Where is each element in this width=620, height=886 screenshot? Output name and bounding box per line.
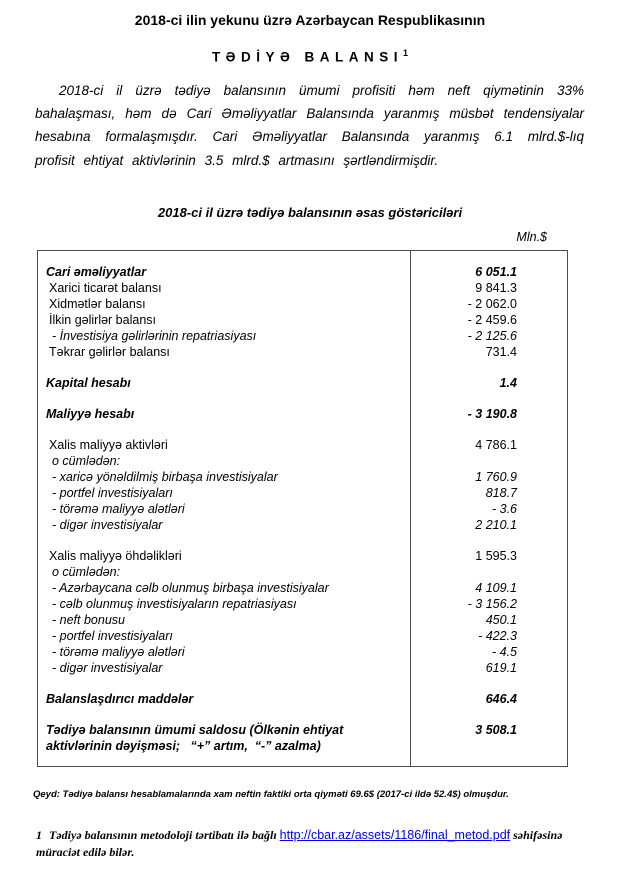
page-title-line1: 2018-ci ilin yekunu üzrə Azərbaycan Respublikasının: [134, 12, 486, 28]
table-row: [38, 676, 568, 691]
row-value: 1.4: [499, 375, 517, 390]
row-value: 450.1: [485, 612, 517, 627]
table-row: [38, 296, 568, 312]
row-label: Kapital hesabı: [38, 375, 411, 391]
footnote-marker: 1: [36, 827, 42, 842]
row-label: o cümlədən:: [38, 453, 411, 469]
table-row: [38, 280, 568, 296]
row-value: 818.7: [485, 485, 517, 500]
row-value: 1 760.9: [475, 469, 517, 484]
row-label: Xarici ticarət balansı: [38, 280, 411, 296]
row-value: - 3.6: [491, 501, 517, 516]
table-row: [38, 533, 568, 548]
row-value: - 2 459.6: [467, 312, 517, 327]
table-row: [38, 453, 568, 469]
row-value: [411, 564, 568, 580]
table-row: [38, 375, 568, 391]
table-title: 2018-ci il üzrə tədiyə balansının əsas göstəriciləri: [157, 204, 463, 220]
table-row: [38, 722, 568, 767]
row-value: [411, 422, 568, 437]
row-value: 731.4: [485, 344, 517, 359]
table-row: [38, 628, 568, 644]
row-value: 2 210.1: [475, 517, 517, 532]
row-value: 9 841.3: [475, 280, 517, 295]
row-label: Xalis maliyyə aktivləri: [38, 437, 411, 453]
table-row: [38, 691, 568, 707]
table-row: [38, 328, 568, 344]
page-title-line2: [0, 48, 620, 65]
table-row: [38, 344, 568, 360]
row-value: - 3 190.8: [467, 406, 517, 421]
row-label: [38, 422, 411, 437]
row-label: [38, 533, 411, 548]
table-row: [38, 406, 568, 422]
row-label: - neft bonusu: [38, 612, 411, 628]
footnote: [36, 827, 590, 861]
table-row: [38, 517, 568, 533]
row-label: Tədiyə balansının ümumi saldosu (Ölkənin ehtiyat aktivlərinin dəyişməsi; “+” artım, “-” azalma): [38, 722, 411, 767]
row-label: - portfel investisiyaları: [38, 485, 411, 501]
table-row: [38, 250, 568, 280]
row-label: Təkrar gəlirlər balansı: [38, 344, 411, 360]
row-label: Maliyyə hesabı: [38, 406, 411, 422]
indicators-table: [37, 250, 568, 767]
row-value: [411, 533, 568, 548]
qeyd-note: Qeyd: Tədiyə balansı hesablamalarında xam neftin faktiki orta qiyməti 69.6$ (2017-ci ildə 52.4$) olmuşdur.: [33, 788, 509, 800]
row-label: - digər investisiyalar: [38, 660, 411, 676]
table-row: [38, 596, 568, 612]
table-row: [38, 422, 568, 437]
footnote-reference: 1: [403, 48, 409, 58]
row-label: - cəlb olunmuş investisiyaların repatriasiyası: [38, 596, 411, 612]
row-label: [38, 707, 411, 722]
row-label: [38, 360, 411, 375]
footnote-text-after-link: səhifəsinə müraciət edilə bilər.: [36, 827, 563, 859]
row-value: [411, 453, 568, 469]
row-value: - 4.5: [491, 644, 517, 659]
table-row: [38, 485, 568, 501]
row-label: Cari əməliyyatlar: [38, 250, 411, 280]
row-label: Xalis maliyyə öhdəlikləri: [38, 548, 411, 564]
document-page: [0, 12, 620, 861]
row-label: [38, 676, 411, 691]
unit-label: Mln.$: [516, 229, 547, 244]
row-value: - 422.3: [478, 628, 517, 643]
row-value: [411, 676, 568, 691]
row-label: [38, 391, 411, 406]
table-row: [38, 360, 568, 375]
table-row: [38, 707, 568, 722]
row-value: 3 508.1: [475, 722, 517, 737]
row-value: [411, 391, 568, 406]
row-value: [411, 707, 568, 722]
table-row: [38, 391, 568, 406]
row-value: 6 051.1: [475, 264, 517, 279]
table-row: [38, 469, 568, 485]
table-row: [38, 437, 568, 453]
row-label: - Azərbaycana cəlb olunmuş birbaşa investisiyalar: [38, 580, 411, 596]
table-row: [38, 660, 568, 676]
row-value: - 2 062.0: [467, 296, 517, 311]
row-value: 619.1: [485, 660, 517, 675]
row-label: - törəmə maliyyə alətləri: [38, 644, 411, 660]
footnote-link[interactable]: http://cbar.az/assets/1186/final_metod.pdf: [279, 827, 511, 842]
row-value: - 3 156.2: [467, 596, 517, 611]
row-label: Balanslaşdırıcı maddələr: [38, 691, 411, 707]
table-row: [38, 501, 568, 517]
row-value: 4 786.1: [475, 437, 517, 452]
table-row: [38, 612, 568, 628]
row-label: - İnvestisiya gəlirlərinin repatriasiyası: [38, 328, 411, 344]
footnote-text-before-link: Tədiyə balansının metodoloji tərtibatı ilə bağlı: [49, 827, 277, 842]
row-value: 646.4: [485, 691, 517, 706]
row-value: - 2 125.6: [467, 328, 517, 343]
row-value: 4 109.1: [475, 580, 517, 595]
intro-paragraph: 2018-ci il üzrə tədiyə balansının ümumi profisiti həm neft qiymətinin 33% bahalaşması, həm də Cari Əməliyyatlar Balansında yaranmış müsbət tendensiyalar hesabına formalaşmışdır. Cari Əməliyyatlar Balansında yaranmış 6.1 mlrd.$-lıq profisit ehtiyat aktivlərinin 3.5 mlrd.$ artmasını şərtləndirmişdir.: [35, 82, 584, 168]
row-label: - törəmə maliyyə alətləri: [38, 501, 411, 517]
row-label: - xaricə yönəldilmiş birbaşa investisiyalar: [38, 469, 411, 485]
row-label: İlkin gəlirlər balansı: [38, 312, 411, 328]
row-label: o cümlədən:: [38, 564, 411, 580]
table-row: [38, 548, 568, 564]
table-row: [38, 564, 568, 580]
row-label: - digər investisiyalar: [38, 517, 411, 533]
table-row: [38, 644, 568, 660]
table-row: [38, 580, 568, 596]
doc-title-text: TƏDİYƏ BALANSI: [211, 49, 404, 65]
row-label: - portfel investisiyaları: [38, 628, 411, 644]
indicators-table-body: [38, 250, 568, 766]
row-value: 1 595.3: [475, 548, 517, 563]
row-value: [411, 360, 568, 375]
row-label: Xidmətlər balansı: [38, 296, 411, 312]
table-row: [38, 312, 568, 328]
